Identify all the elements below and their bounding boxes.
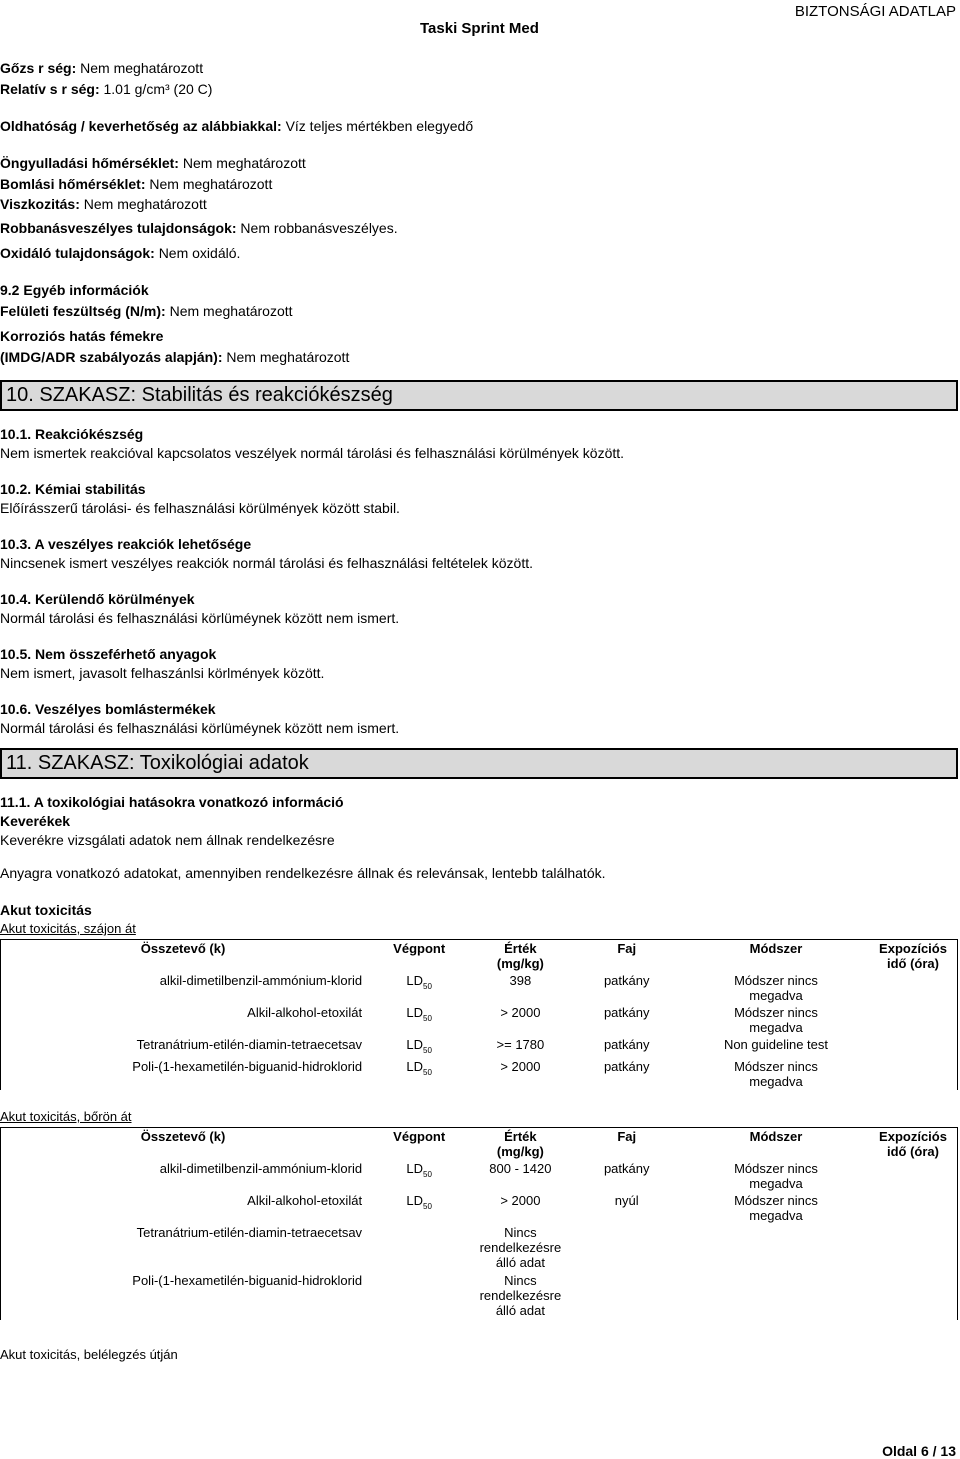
- cell-endpoint: [368, 1272, 470, 1320]
- cell-exposure: [869, 972, 957, 1004]
- relative-density-line: [0, 79, 958, 100]
- item-heading: 10.1. Reakciókészség: [0, 426, 144, 442]
- cell-exposure: [869, 1224, 957, 1272]
- autoignition-label: Öngyulladási hőmérséklet:: [0, 155, 179, 171]
- col-exposure: Expozíciós idő (óra): [869, 1128, 957, 1161]
- cell-value: 800 - 1420: [489, 1161, 552, 1176]
- item-heading: 10.3. A veszélyes reakciók lehetősége: [0, 536, 252, 552]
- cell-component: Alkil-alkohol-etoxilát: [1, 1192, 369, 1224]
- cell-value: 398: [509, 973, 532, 988]
- cell-component: Poli-(1-hexametilén-biguanid-hidroklorid: [1, 1058, 369, 1090]
- oral-tox-table: [0, 939, 958, 1090]
- dermal-tox-table: [0, 1127, 958, 1320]
- cell-component: Tetranátrium-etilén-diamin-tetraecetsav: [1, 1224, 369, 1272]
- cell-method: Módszer nincs megadva: [734, 973, 818, 1003]
- decomposition-label: Bomlási hőmérséklet:: [0, 176, 146, 192]
- table-row: [1, 1036, 958, 1058]
- cell-species: patkány: [603, 1037, 650, 1052]
- cell-component: Alkil-alkohol-etoxilát: [1, 1004, 369, 1036]
- corrosion-label-1: Korroziós hatás fémekre: [0, 328, 164, 344]
- solubility-label: Oldhatóság / keverhetőség az alábbiakkal:: [0, 118, 282, 134]
- item-text: Nincsenek ismert veszélyes reakciók normál tárolási és felhasználási feltételek között.: [0, 555, 534, 571]
- viscosity-line: [0, 195, 958, 214]
- col-endpoint: Végpont: [368, 1128, 470, 1161]
- cell-endpoint: $LD_{50}$: [406, 1059, 432, 1077]
- cell-component: alkil-dimetilbenzil-ammónium-klorid: [1, 1160, 369, 1192]
- cell-method: Módszer nincs megadva: [734, 1005, 818, 1035]
- section-10-item: [0, 425, 958, 463]
- vapour-density-label: Gőzs r ség:: [0, 60, 77, 76]
- page-content: [0, 58, 958, 1363]
- item-text: Normál tárolási és felhasználási körlüméynek között nem ismert.: [0, 610, 400, 626]
- cell-species: patkány: [603, 1005, 650, 1020]
- col-exposure: Expozíciós idő (óra): [869, 940, 957, 973]
- company-name: Taski Sprint Med: [420, 20, 539, 37]
- cell-value: >= 1780: [496, 1037, 545, 1052]
- cell-value: > 2000: [500, 1193, 541, 1208]
- cell-endpoint: $LD_{50}$: [406, 973, 432, 991]
- autoignition-line: [0, 153, 958, 174]
- item-heading: 10.2. Kémiai stabilitás: [0, 481, 146, 497]
- section-10-item: [0, 480, 958, 518]
- corrosion-line: [0, 347, 958, 368]
- col-component: Összetevő (k): [1, 940, 369, 973]
- cell-species: [570, 1224, 682, 1272]
- col-value: Érték (mg/kg): [470, 940, 570, 973]
- cell-component: alkil-dimetilbenzil-ammónium-klorid: [1, 972, 369, 1004]
- cell-method: [683, 1272, 869, 1320]
- cell-endpoint: $LD_{50}$: [406, 1005, 432, 1023]
- other-info-title: 9.2 Egyéb információk: [0, 282, 149, 298]
- dermal-tox-label: Akut toxicitás, bőrön át: [0, 1109, 132, 1124]
- col-value: Érték (mg/kg): [470, 1128, 570, 1161]
- cell-endpoint: $LD_{50}$: [406, 1037, 432, 1055]
- cell-method: Módszer nincs megadva: [734, 1059, 818, 1089]
- item-text: Nem ismert, javasolt felhaszánlsi körlmények között.: [0, 665, 325, 681]
- cell-species: patkány: [603, 1161, 650, 1176]
- item-text: Előírásszerű tárolási- és felhasználási körülmények között stabil.: [0, 500, 400, 516]
- item-text: Nem ismertek reakcióval kapcsolatos veszélyek normál tárolási és felhasználási körülmények között.: [0, 445, 625, 461]
- cell-species: patkány: [603, 1059, 650, 1074]
- table-row: [1, 1192, 958, 1224]
- explosive-label: Robbanásveszélyes tulajdonságok:: [0, 220, 237, 236]
- substances-text: Anyagra vonatkozó adatokat, amennyiben rendelkezésre állnak és relevánsak, lentebb találhatók.: [0, 865, 606, 881]
- item-text: Normál tárolási és felhasználási körlüméynek között nem ismert.: [0, 720, 400, 736]
- surface-tension-line: [0, 301, 958, 322]
- oxidising-label: Oxidáló tulajdonságok:: [0, 245, 155, 261]
- cell-exposure: [869, 1036, 957, 1058]
- autoignition-value: Nem meghatározott: [182, 155, 306, 171]
- cell-species: [570, 1272, 682, 1320]
- cell-value: Nincs rendelkezésre álló adat: [479, 1273, 562, 1318]
- explosive-value: Nem robbanásveszélyes.: [240, 220, 398, 236]
- cell-exposure: [869, 1058, 957, 1090]
- cell-value: > 2000: [500, 1059, 541, 1074]
- cell-value: Nincs rendelkezésre álló adat: [479, 1225, 562, 1270]
- inhalation-tox-label: Akut toxicitás, belélegzés útján: [0, 1347, 178, 1362]
- relative-density-label: Relatív s r ség:: [0, 81, 100, 97]
- item-heading: 10.5. Nem összeférhető anyagok: [0, 646, 217, 662]
- viscosity-label: Viszkozitás:: [0, 196, 80, 212]
- item-heading: 10.6. Veszélyes bomlástermékek: [0, 701, 216, 717]
- viscosity-value: Nem meghatározott: [83, 196, 207, 212]
- col-species: Faj: [570, 940, 682, 973]
- section-11-title: 11. SZAKASZ: Toxikológiai adatok: [0, 748, 958, 779]
- section-10-item: [0, 700, 958, 738]
- vapour-density-value: Nem meghatározott: [80, 60, 204, 76]
- table-row: [1, 1160, 958, 1192]
- table-row: [1, 972, 958, 1004]
- cell-exposure: [869, 1004, 957, 1036]
- cell-species: nyúl: [614, 1193, 639, 1208]
- oral-tox-label: Akut toxicitás, szájon át: [0, 921, 136, 936]
- solubility-value: Víz teljes mértékben elegyedő: [285, 118, 474, 134]
- cell-value: > 2000: [500, 1005, 541, 1020]
- cell-endpoint: [368, 1224, 470, 1272]
- vapour-density-line: [0, 58, 958, 79]
- col-method: Módszer: [683, 1128, 869, 1161]
- cell-species: patkány: [603, 973, 650, 988]
- decomposition-line: [0, 174, 958, 195]
- table-row: [1, 1004, 958, 1036]
- cell-exposure: [869, 1160, 957, 1192]
- cell-component: Tetranátrium-etilén-diamin-tetraecetsav: [1, 1036, 369, 1058]
- cell-endpoint: $LD_{50}$: [406, 1193, 432, 1211]
- document-type: BIZTONSÁGI ADATLAP: [794, 3, 956, 20]
- section-11-subtitle: 11.1. A toxikológiai hatásokra vonatkozó információ: [0, 794, 344, 810]
- section-10-item: [0, 590, 958, 628]
- corrosion-value: Nem meghatározott: [226, 349, 350, 365]
- col-species: Faj: [570, 1128, 682, 1161]
- cell-method: Módszer nincs megadva: [734, 1161, 818, 1191]
- cell-exposure: [869, 1272, 957, 1320]
- section-10-item: [0, 645, 958, 683]
- mixtures-text: Keverékre vizsgálati adatok nem állnak rendelkezésre: [0, 832, 335, 848]
- page-number: Oldal 6 / 13: [882, 1443, 956, 1459]
- col-method: Módszer: [683, 940, 869, 973]
- cell-endpoint: $LD_{50}$: [406, 1161, 432, 1179]
- table-row: [1, 1058, 958, 1090]
- decomposition-value: Nem meghatározott: [149, 176, 273, 192]
- cell-method: Módszer nincs megadva: [734, 1193, 818, 1223]
- solubility-line: [0, 116, 958, 137]
- explosive-line: [0, 218, 958, 239]
- oxidising-value: Nem oxidáló.: [158, 245, 241, 261]
- table-row: [1, 1224, 958, 1272]
- col-component: Összetevő (k): [1, 1128, 369, 1161]
- corrosion-label-2: (IMDG/ADR szabályozás alapján):: [0, 349, 223, 365]
- relative-density-value: 1.01 g/cm³ (20 C): [103, 81, 213, 97]
- section-10-item: [0, 535, 958, 573]
- item-heading: 10.4. Kerülendő körülmények: [0, 591, 195, 607]
- table-row: [1, 1272, 958, 1320]
- cell-exposure: [869, 1192, 957, 1224]
- cell-method: [683, 1224, 869, 1272]
- section-10-title: 10. SZAKASZ: Stabilitás és reakciókészség: [0, 380, 958, 411]
- surface-tension-value: Nem meghatározott: [169, 303, 293, 319]
- mixtures-heading: Keverékek: [0, 813, 71, 829]
- cell-component: Poli-(1-hexametilén-biguanid-hidroklorid: [1, 1272, 369, 1320]
- oxidising-line: [0, 243, 958, 264]
- cell-method: Non guideline test: [723, 1037, 829, 1052]
- acute-tox-heading: Akut toxicitás: [0, 902, 92, 918]
- surface-tension-label: Felületi feszültség (N/m):: [0, 303, 166, 319]
- col-endpoint: Végpont: [368, 940, 470, 973]
